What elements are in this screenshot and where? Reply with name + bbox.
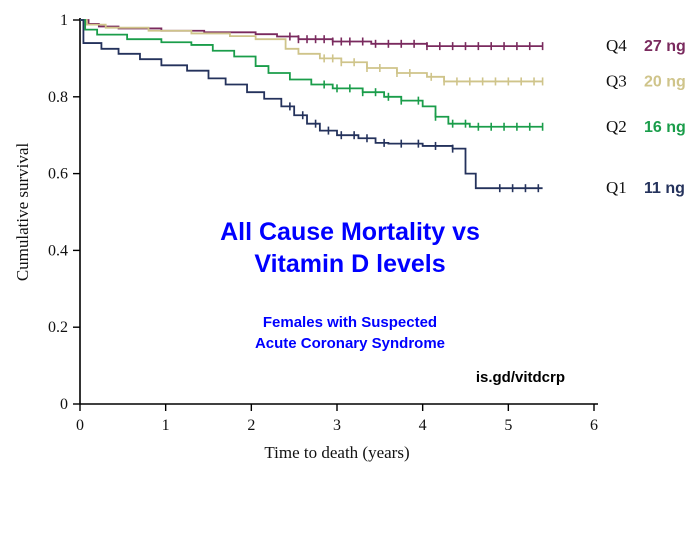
y-tick-label: 1 <box>60 12 68 29</box>
x-tick-label: 2 <box>247 417 256 434</box>
series-value-q4: 27 ng <box>644 38 686 56</box>
x-tick-label: 6 <box>590 417 598 434</box>
y-tick-label: 0.6 <box>48 165 68 183</box>
annotation-subtitle-line1: Females with Suspected <box>262 314 438 331</box>
series-line-q2 <box>80 20 543 127</box>
series-line-q3 <box>80 20 543 81</box>
series-label-q2: Q2 <box>606 116 627 136</box>
series-line-q4 <box>80 20 543 46</box>
series-label-q3: Q3 <box>606 71 627 91</box>
y-tick-label: 0 <box>60 396 68 413</box>
series-value-q1: 11 ng <box>644 180 685 198</box>
series-lines <box>80 20 543 192</box>
series-value-q2: 16 ng <box>644 118 686 136</box>
y-tick-label: 0.8 <box>48 88 68 106</box>
annotation-source-note: is.gd/vitdcrp <box>475 369 565 386</box>
x-tick-label: 5 <box>504 417 513 434</box>
x-tick-label: 4 <box>418 417 427 434</box>
x-tick-label: 1 <box>161 417 170 434</box>
annotation-title-line1: All Cause Mortality vs <box>220 218 480 246</box>
series-label-q1: Q1 <box>606 178 627 198</box>
annotation-subtitle-line2: Acute Coronary Syndrome <box>254 335 446 352</box>
series-label-q4: Q4 <box>606 36 627 56</box>
annotation-title-line2: Vitamin D levels <box>254 250 446 278</box>
x-tick-label: 0 <box>76 417 84 434</box>
chart-labels <box>13 36 686 462</box>
y-axis-title: Cumulative survival <box>13 142 32 282</box>
y-tick-label: 0.4 <box>48 242 68 260</box>
x-tick-label: 3 <box>333 417 341 434</box>
y-tick-label: 0.2 <box>48 319 68 337</box>
x-axis-title: Time to death (years) <box>264 443 410 462</box>
series-value-q3: 20 ng <box>644 73 686 91</box>
